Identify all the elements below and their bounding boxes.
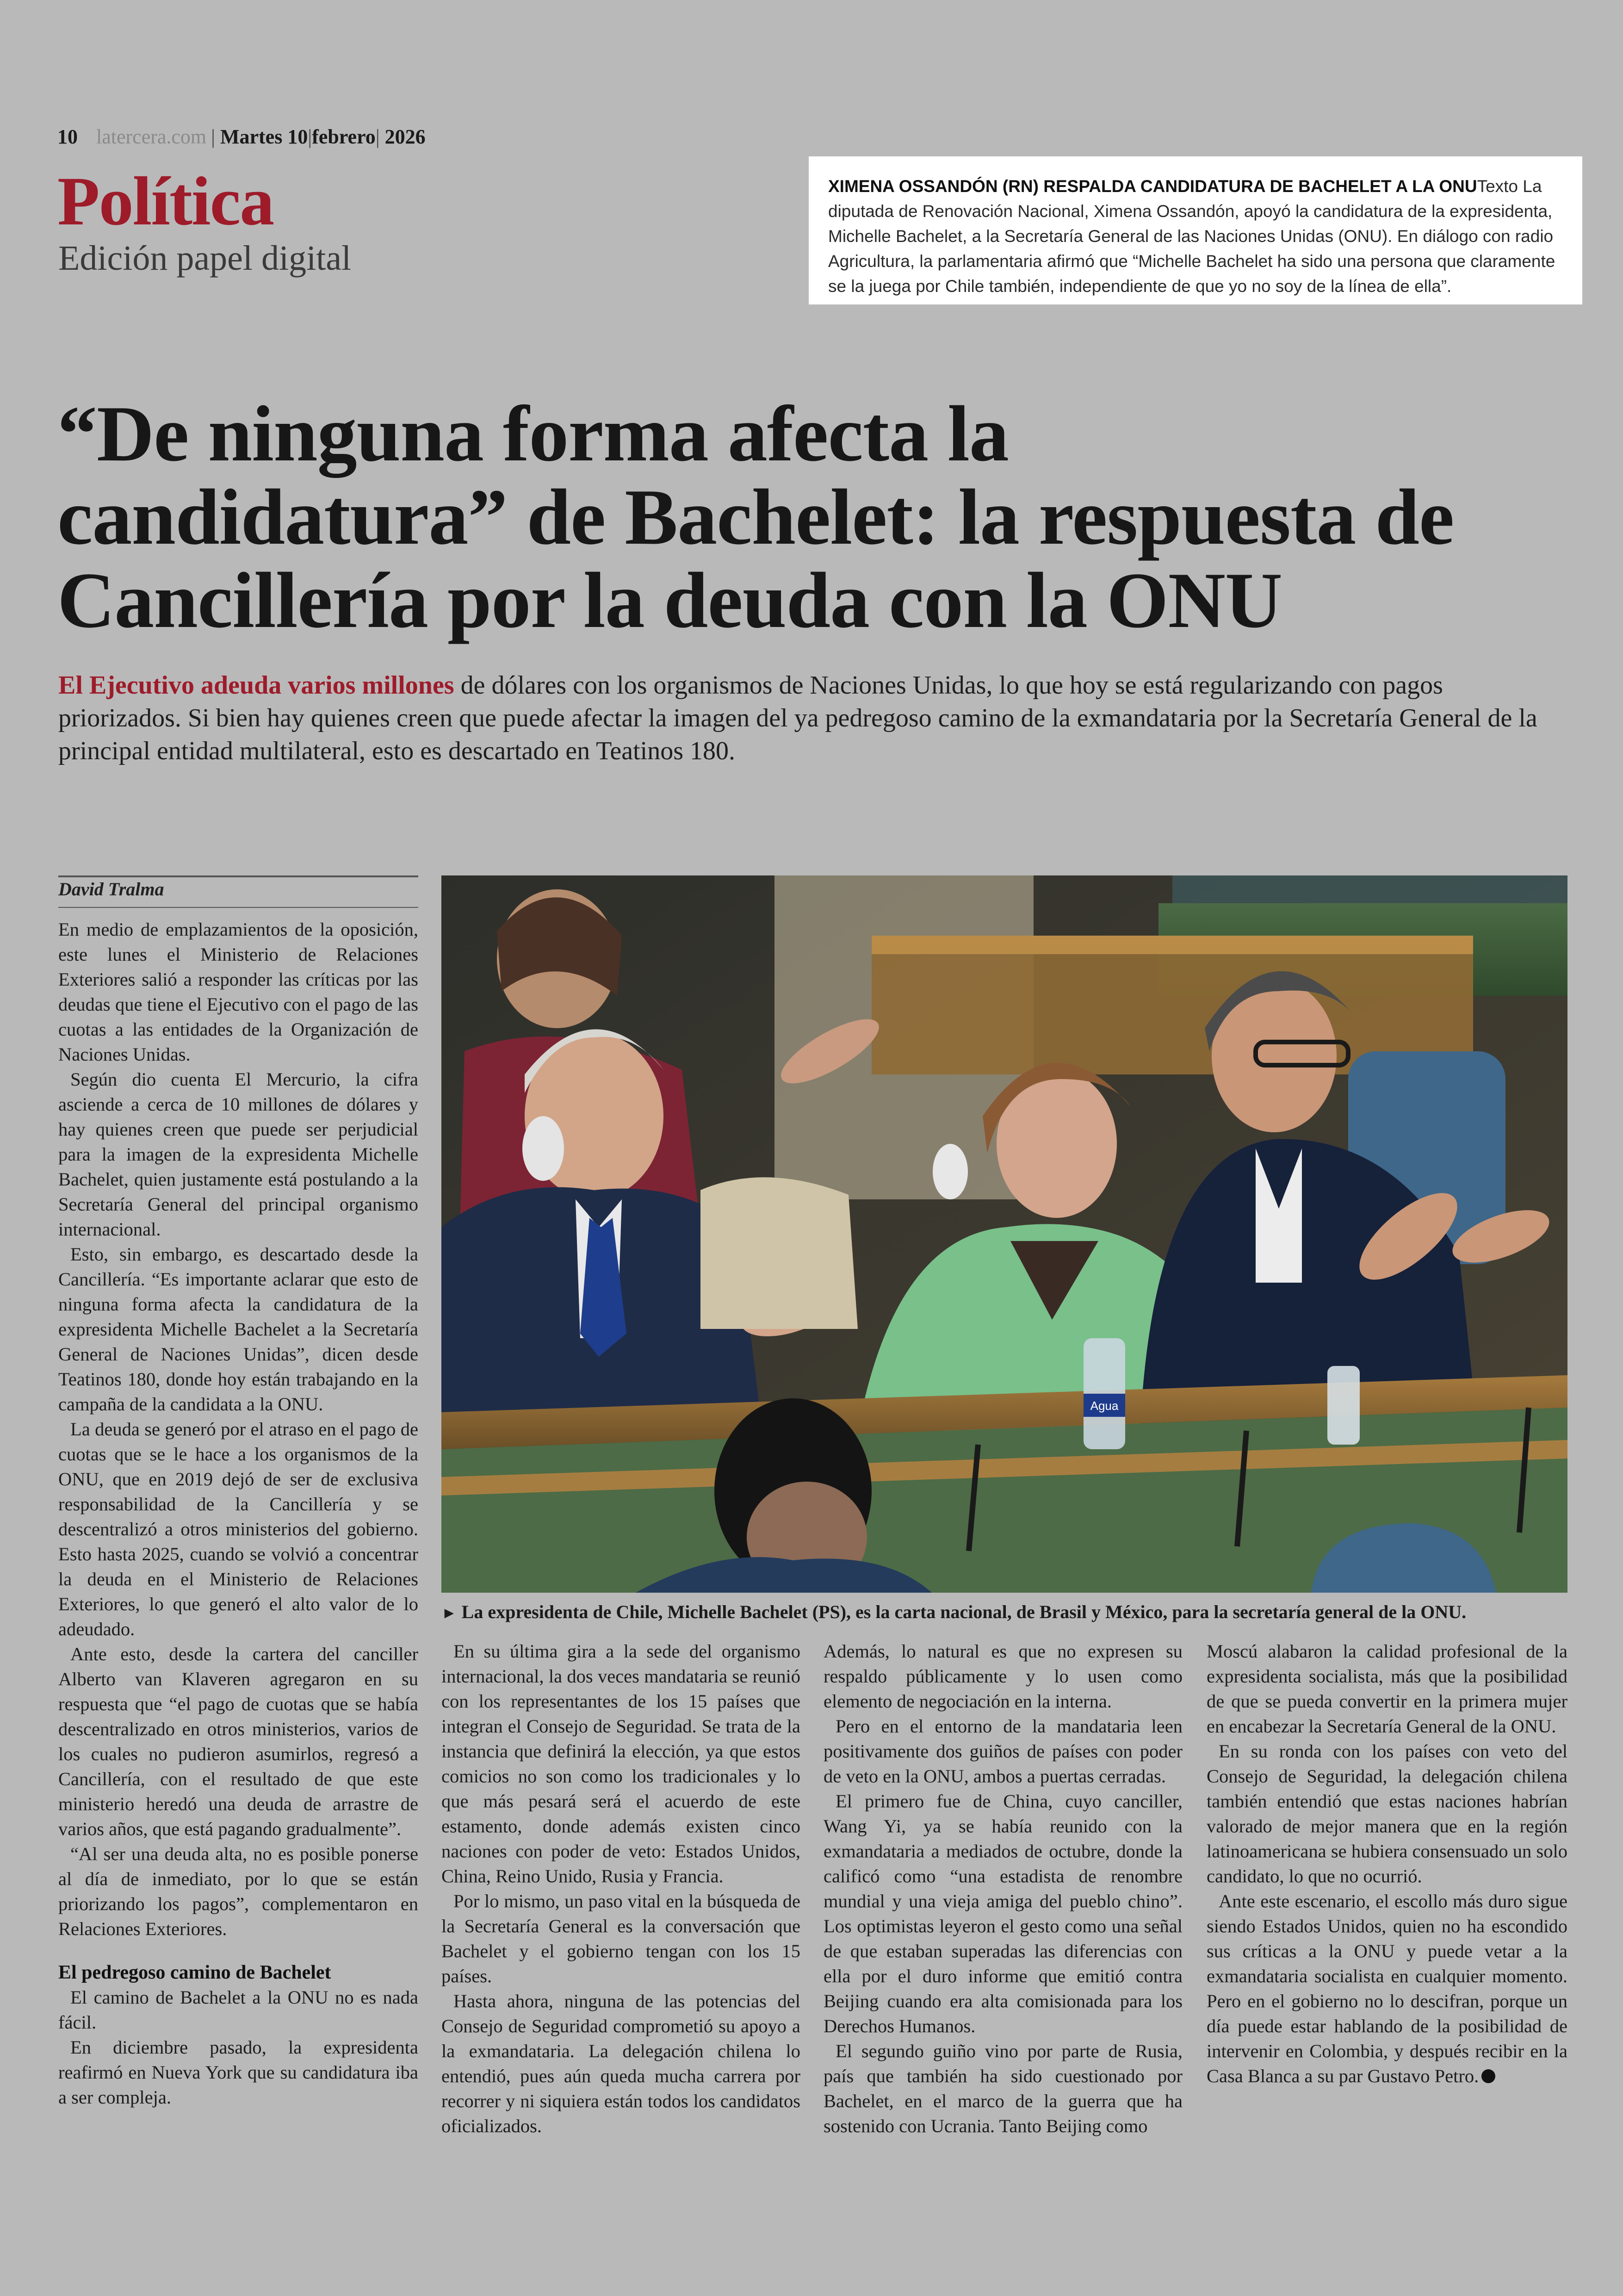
section-title: Política bbox=[57, 163, 274, 240]
note-kicker: XIMENA OSSANDÓN (RN) RESPALDA CANDIDATURA DE BACHELET A LA ONU bbox=[828, 177, 1477, 196]
body-column-4 bbox=[1207, 1639, 1567, 2089]
byline: David Tralma bbox=[58, 879, 164, 900]
paragraph-text: Ante este escenario, el escollo más duro sigue siendo Estados Unidos, quien no ha escondido sus críticas a la ONU y puede vetar a la exmandataria socialista en cualquier momento. Pero en el gobierno no lo descifran, porque un día puede estar hablando de la posibilidad de intervenir en Colombia, y después recibir en la Casa Blanca a su par Gustavo Petro. bbox=[1207, 1891, 1567, 2086]
page-folio bbox=[57, 125, 426, 149]
folio-separator: | bbox=[308, 125, 312, 148]
paragraph: Hasta ahora, ninguna de las potencias del Consejo de Seguridad comprometió su apoyo a la exmandataria. La delegación chilena lo entendió, pues aún queda mucha carrera por recorrer y ni siquiera están todos los candidatos oficializados. bbox=[441, 1991, 800, 2136]
article-headline bbox=[57, 390, 1584, 645]
lede-lead-in: El Ejecutivo adeuda varios millones bbox=[58, 671, 454, 700]
bottle-label: Agua bbox=[1090, 1399, 1119, 1413]
folio-separator: | bbox=[211, 125, 215, 148]
folio-month: febrero bbox=[312, 125, 376, 148]
headline-line-1: “De ninguna forma afecta la bbox=[57, 390, 1009, 478]
folio-year: 2026 bbox=[384, 125, 426, 148]
page-number: 10 bbox=[57, 125, 78, 148]
note-body: Texto La diputada de Renovación Nacional, Ximena Ossandón, apoyó la candidatura de la expresidenta, Michelle Bachelet, a la Secretaría General de las Naciones Unidas (ONU). En diálogo con radio Agricultura, la parlamentaria afirmó que “Michelle Bachelet ha sido una persona que claramente se la juega por Chile también, independiente de que yo no soy de la línea de ella”. bbox=[828, 177, 1555, 296]
paragraph bbox=[1207, 1889, 1567, 2089]
headline-line-2: candidatura” de Bachelet: la respuesta de bbox=[57, 473, 1454, 561]
headline-line-3: Cancillería por la deuda con la ONU bbox=[57, 557, 1282, 645]
subheading: El pedregoso camino de Bachelet bbox=[58, 1962, 331, 1983]
folio-separator: | bbox=[375, 125, 380, 148]
paragraph: Pero en el entorno de la mandataria leen positivamente dos guiños de países con poder de veto en la ONU, ambos a puertas cerradas. bbox=[824, 1716, 1183, 1787]
section-subtitle: Edición papel digital bbox=[58, 239, 352, 278]
caption-marker: ► bbox=[441, 1605, 457, 1622]
body-column-2 bbox=[441, 1639, 800, 2139]
paragraph: “Al ser una deuda alta, no es posible ponerse al día de inmediato, por lo que se están priorizando los pagos”, complementaron en Relaciones Exteriores. bbox=[58, 1843, 418, 1939]
body-column-3 bbox=[824, 1639, 1183, 2139]
paragraph: Según dio cuenta El Mercurio, la cifra asciende a cerca de 10 millones de dólares y hay quienes creen que puede ser perjudicial para la imagen de la expresidenta Michelle Bachelet, quien justamente está postulando a la Secretaría General del principal organismo internacional. bbox=[58, 1069, 418, 1240]
paragraph: En su ronda con los países con veto del Consejo de Seguridad, la delegación chilena también entendió que estas naciones habrían valorado de mejor manera que en la región latinoamericana se hubiera consensuado un solo candidato, lo que no ocurrió. bbox=[1207, 1741, 1567, 1886]
paragraph: El camino de Bachelet a la ONU no es nada fácil. bbox=[58, 1987, 418, 2033]
byline-rule-bottom bbox=[58, 907, 418, 908]
photo-caption bbox=[441, 1601, 1570, 1623]
sidebar-note-box bbox=[809, 156, 1582, 304]
article-lede bbox=[58, 669, 1567, 768]
lede-text: de dólares con los organismos de Naciones Unidas, lo que hoy se está regularizando con pagos priorizados. Si bien hay quienes creen que puede afectar la imagen del ya pedregoso camino de la exmandataria por la Secretaría General de la principal entidad multilateral, esto es descartado en Teatinos 180. bbox=[58, 671, 1537, 765]
paragraph: En su última gira a la sede del organismo internacional, la dos veces mandataria se reunió con los representantes de los 15 países que integran el Consejo de Seguridad. Se trata de la instancia que definirá la elección, ya que estos comicios no son como los tradicionales y lo que más pesará será el acuerdo de este estamento, donde además existen cinco naciones con poder de veto: Estados Unidos, China, Reino Unido, Rusia y Francia. bbox=[441, 1641, 800, 1886]
article-photo bbox=[441, 875, 1567, 1593]
body-column-1 bbox=[58, 917, 418, 2110]
caption-text: La expresidenta de Chile, Michelle Bachelet (PS), es la carta nacional, de Brasil y México, para la secretaría general de la ONU. bbox=[461, 1601, 1467, 1622]
paragraph: En medio de emplazamientos de la oposición, este lunes el Ministerio de Relaciones Exteriores salió a responder las críticas por las deudas que tiene el Ejecutivo con el pago de las cuotas a las entidades de la Organización de Naciones Unidas. bbox=[58, 919, 418, 1065]
folio-weekday: Martes 10 bbox=[220, 125, 308, 148]
paragraph: En diciembre pasado, la expresidenta reafirmó en Nueva York que su candidatura iba a ser compleja. bbox=[58, 2037, 418, 2108]
paragraph: Ante esto, desde la cartera del canciller Alberto van Klaveren agregaron en su respuesta que “el pago de cuotas que se había descentralizado en otros ministerios, varios de los cuales no pudieron asumirlos, regresó a Cancillería, con el resultado de que este ministerio heredó una deuda de arrastre de varios años, que está pagando gradualmente”. bbox=[58, 1644, 418, 1839]
paragraph: La deuda se generó por el atraso en el pago de cuotas que se le hace a los organismos de la ONU, que en 2019 dejó de ser de exclusiva responsabilidad de la Cancillería y se descentralizó a otros ministerios del gobierno. Esto hasta 2025, cuando se volvió a concentrar la deuda en el Ministerio de Relaciones Exteriores, lo que generó el alto valor de lo adeudado. bbox=[58, 1419, 418, 1639]
byline-rule-top bbox=[58, 875, 418, 877]
paragraph: Por lo mismo, un paso vital en la búsqueda de la Secretaría General es la conversación que Bachelet y el gobierno tengan con los 15 países. bbox=[441, 1891, 800, 1986]
paragraph: El segundo guiño vino por parte de Rusia, país que también ha sido cuestionado por Bachelet, en el marco de la guerra que ha sostenido con Ucrania. Tanto Beijing como bbox=[824, 2041, 1183, 2136]
paragraph: Además, lo natural es que no expresen su respaldo públicamente y lo usen como elemento de negociación en la interna. bbox=[824, 1641, 1183, 1712]
paragraph: Esto, sin embargo, es descartado desde la Cancillería. “Es importante aclarar que esto de ninguna forma afecta la candidatura de la expresidenta Michelle Bachelet a la Secretaría General de Naciones Unidas”, dicen desde Teatinos 180, donde hoy están trabajando en la campaña de la candidata a la ONU. bbox=[58, 1244, 418, 1415]
end-of-article-mark bbox=[1481, 2069, 1495, 2083]
paragraph: Moscú alabaron la calidad profesional de la expresidenta socialista, más que la posibilidad de que se pueda convertir en la primera mujer en encabezar la Secretaría General de la ONU. bbox=[1207, 1641, 1567, 1737]
site-name[interactable]: latercera.com bbox=[96, 125, 207, 148]
paragraph: El primero fue de China, cuyo canciller, Wang Yi, ya se había reunido con la exmandataria a mediados de octubre, donde la calificó como “una estadista de renombre mundial y una vieja amiga del pueblo chino”. Los optimistas leyeron el gesto como una señal de que estaban superadas las diferencias con ella por el duro informe que emitió contra Beijing cuando era alta comisionada para los Derechos Humanos. bbox=[824, 1791, 1183, 2036]
